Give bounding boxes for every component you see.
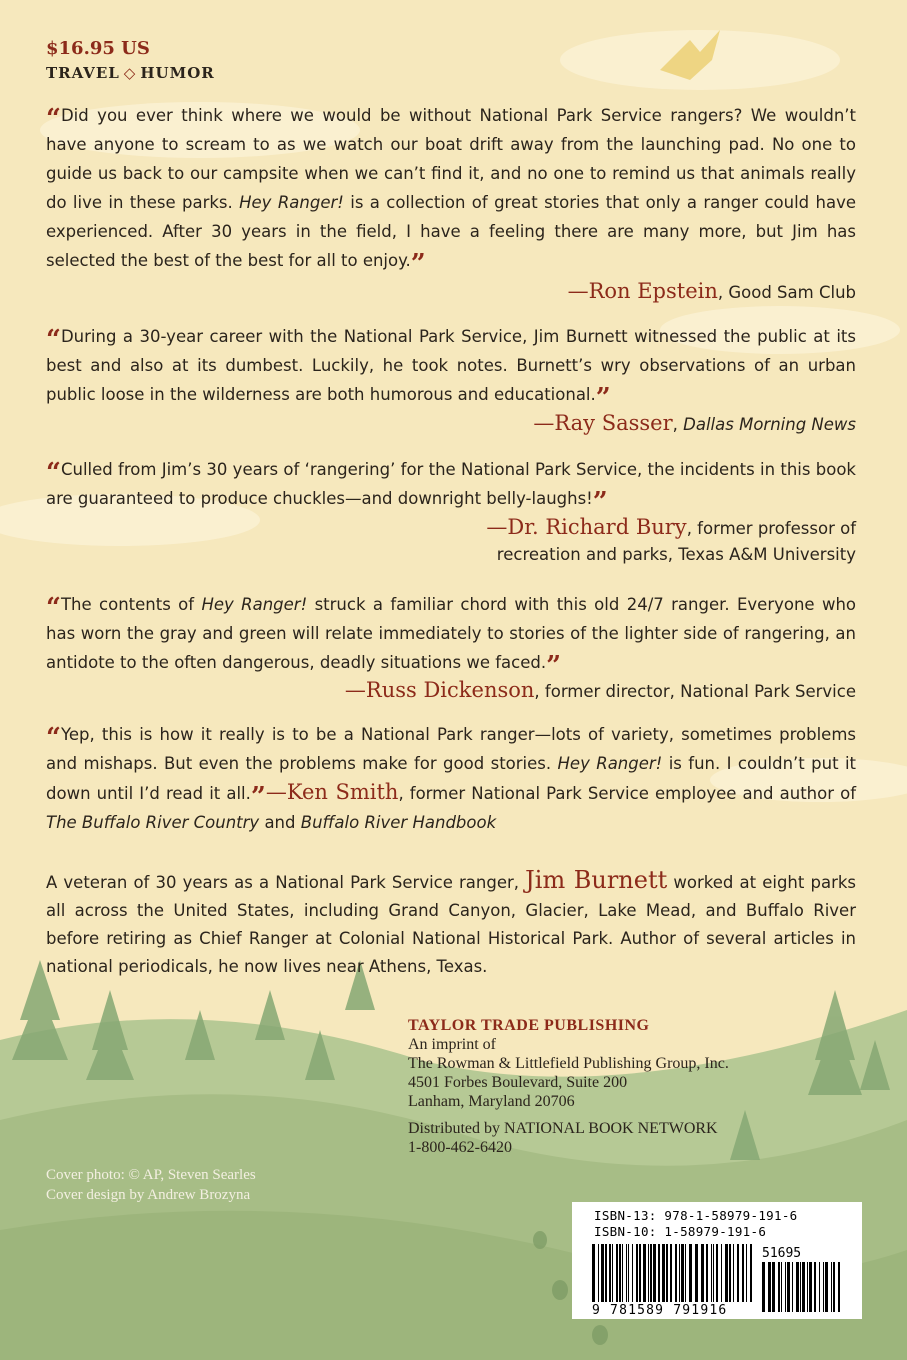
category-line bbox=[46, 64, 215, 82]
attribution-ray-sasser: —Ray Sasser, Dallas Morning News bbox=[533, 411, 856, 435]
attribution-russ-dickenson: —Russ Dickenson, former director, National Park Service bbox=[344, 678, 856, 702]
ean-barcode bbox=[592, 1244, 752, 1302]
author-name: Jim Burnett bbox=[525, 866, 668, 894]
quote-ray-sasser: “During a 30-year career with the National Park Service, Jim Burnett witnessed the public at its best and also at its dumbest. Luckily, he took notes. Burnett’s wry observations of an urban public loose in the wilderness are both humorous and educational.” bbox=[46, 325, 856, 413]
publisher-block: TAYLOR TRADE PUBLISHING An imprint of The Rowman & Littlefield Publishing Group, Inc. 4501 Forbes Boulevard, Suite 200 Lanham, Maryland 20706 Distributed by NATIONAL BOOK NETWORK 1-800-462-6420 bbox=[408, 1017, 729, 1156]
quote-ken-smith: “Yep, this is how it really is to be a National Park ranger—lots of variety, sometimes problems and mishaps. But even the problems make for good stories. Hey Ranger! is fun. I couldn’t put it down until I’d read it all.”—Ken Smith, former National Park Service employee and author of The Buffalo River Country and Buffalo River Handbook bbox=[46, 723, 857, 832]
close-quote-icon: ” bbox=[410, 249, 426, 279]
quote-richard-bury: “Culled from Jim’s 30 years of ‘rangering’ for the National Park Service, the incidents in this book are guaranteed to produce chuckles—and downright belly-laughs!” bbox=[46, 458, 856, 517]
price-barcode bbox=[762, 1262, 840, 1312]
category-travel: TRAVEL bbox=[46, 64, 120, 82]
publisher-name: TAYLOR TRADE PUBLISHING bbox=[408, 1017, 650, 1034]
distributor: Distributed by NATIONAL BOOK NETWORK bbox=[408, 1120, 718, 1137]
price: $16.95 US bbox=[46, 38, 150, 59]
close-quote-icon: ” bbox=[250, 782, 266, 812]
diamond-separator-icon: ◇ bbox=[123, 64, 137, 82]
attribution-ron-epstein: —Ron Epstein, Good Sam Club bbox=[567, 279, 856, 303]
isbn10: ISBN-10: 1-58979-191-6 bbox=[594, 1224, 767, 1239]
price-code: 51695 bbox=[762, 1246, 802, 1261]
cover-credits: Cover photo: © AP, Steven Searles Cover design by Andrew Brozyna bbox=[46, 1167, 256, 1203]
open-quote-icon: “ bbox=[46, 723, 61, 753]
open-quote-icon: “ bbox=[46, 104, 61, 134]
author-ken-smith: —Ken Smith bbox=[265, 780, 399, 804]
open-quote-icon: “ bbox=[46, 593, 61, 623]
quote-russ-dickenson: “The contents of Hey Ranger! struck a familiar chord with this old 24/7 ranger. Everyone who has worn the gray and green will relate immediately to stories of the lighter side of rangering, an antidote to the often dangerous, deadly situations we faced.” bbox=[46, 593, 856, 681]
close-quote-icon: ” bbox=[595, 383, 611, 413]
attribution-richard-bury: —Dr. Richard Bury, former professor of recreation and parks, Texas A&M University bbox=[486, 515, 856, 564]
ean-digits: 9 781589 791916 bbox=[592, 1303, 728, 1318]
category-humor: HUMOR bbox=[140, 64, 215, 82]
barcode-panel bbox=[572, 1202, 862, 1319]
close-quote-icon: ” bbox=[546, 651, 562, 681]
open-quote-icon: “ bbox=[46, 458, 61, 488]
isbn13: ISBN-13: 978-1-58979-191-6 bbox=[594, 1208, 798, 1223]
phone-number: 1-800-462-6420 bbox=[408, 1139, 512, 1156]
open-quote-icon: “ bbox=[46, 325, 61, 355]
quote-ron-epstein: “Did you ever think where we would be without National Park Service rangers? We wouldn’t have anyone to scream to as we watch our boat drift away from the launching pad. No one to guide us back to our campsite when we can’t find it, and no one to remind us that animals really do live in these parks. Hey Ranger! is a collection of great stories that only a ranger could have experienced. After 30 years in the field, I have a feeling there are many more, but Jim has selected the best of the best for all to enjoy.” bbox=[46, 104, 856, 279]
close-quote-icon: ” bbox=[592, 487, 608, 517]
author-bio: A veteran of 30 years as a National Park Service ranger, Jim Burnett worked at eight parks all across the United States, including Grand Canyon, Glacier, Lake Mead, and Buffalo River before retiring as Chief Ranger at Colonial National Historical Park. Author of several articles in national periodicals, he now lives near Athens, Texas. bbox=[46, 866, 856, 976]
